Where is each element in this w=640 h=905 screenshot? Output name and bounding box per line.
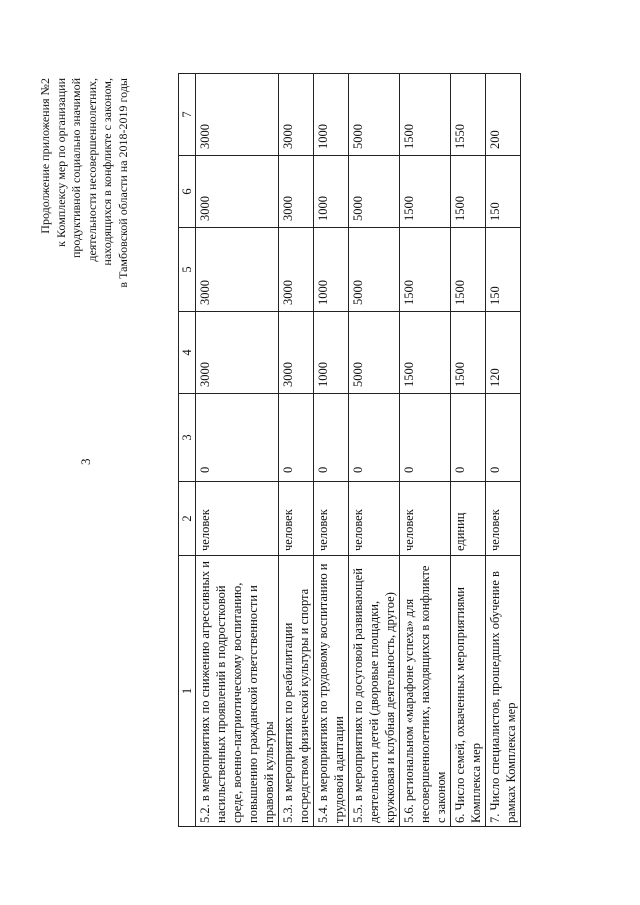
page-number: 3 bbox=[78, 458, 93, 465]
value-cell: 3000 bbox=[279, 312, 314, 394]
table-header-row bbox=[179, 74, 196, 827]
value-cell: 0 bbox=[486, 394, 521, 482]
column-header: 2 bbox=[179, 482, 196, 556]
table-row bbox=[349, 74, 400, 827]
value-cell: 150 bbox=[486, 156, 521, 228]
indicator-name: 5.5. в мероприятиях по досуговой развивающей деятельности детей (дворовые площадки, кружковая и клубная деятельность, другое) bbox=[349, 556, 400, 827]
indicators-table bbox=[178, 73, 521, 827]
table-row bbox=[314, 74, 349, 827]
value-cell: 3000 bbox=[279, 74, 314, 156]
value-cell: 0 bbox=[400, 394, 451, 482]
header-line: к Комплексу мер по организации bbox=[53, 78, 68, 247]
unit-cell: человек bbox=[486, 482, 521, 556]
value-cell: 1500 bbox=[451, 156, 486, 228]
value-cell: 5000 bbox=[349, 156, 400, 228]
table-row bbox=[279, 74, 314, 827]
value-cell: 0 bbox=[279, 394, 314, 482]
value-cell: 1000 bbox=[314, 156, 349, 228]
indicator-name: 7. Число специалистов, прошедших обучение в рамках Комплекса мер bbox=[486, 556, 521, 827]
unit-cell: человек bbox=[314, 482, 349, 556]
value-cell: 150 bbox=[486, 228, 521, 312]
appendix-header-note bbox=[38, 78, 131, 548]
value-cell: 3000 bbox=[279, 228, 314, 312]
unit-cell: человек bbox=[196, 482, 279, 556]
indicator-name: 6. Число семей, охваченных мероприятиями Комплекса мер bbox=[451, 556, 486, 827]
column-header: 3 bbox=[179, 394, 196, 482]
unit-cell: человек bbox=[400, 482, 451, 556]
column-header: 1 bbox=[179, 556, 196, 827]
value-cell: 1500 bbox=[400, 74, 451, 156]
column-header: 6 bbox=[179, 156, 196, 228]
indicator-name: 5.4. в мероприятиях по трудовому воспитанию и трудовой адаптации bbox=[314, 556, 349, 827]
value-cell: 1000 bbox=[314, 312, 349, 394]
value-cell: 5000 bbox=[349, 312, 400, 394]
header-line: в Тамбовской области на 2018-2019 годы bbox=[115, 78, 130, 288]
table-row bbox=[400, 74, 451, 827]
value-cell: 120 bbox=[486, 312, 521, 394]
value-cell: 5000 bbox=[349, 74, 400, 156]
indicator-name: 5.2. в мероприятиях по снижению агрессивных и насильственных проявлений в подростковой среде, военно-патриотическому воспитанию, повышению гражданской ответственности и правовой культуры bbox=[196, 556, 279, 827]
value-cell: 3000 bbox=[196, 156, 279, 228]
value-cell: 1000 bbox=[314, 74, 349, 156]
unit-cell: человек bbox=[279, 482, 314, 556]
value-cell: 0 bbox=[314, 394, 349, 482]
value-cell: 0 bbox=[349, 394, 400, 482]
table-row bbox=[486, 74, 521, 827]
value-cell: 0 bbox=[196, 394, 279, 482]
column-header: 4 bbox=[179, 312, 196, 394]
value-cell: 1000 bbox=[314, 228, 349, 312]
unit-cell: единиц bbox=[451, 482, 486, 556]
value-cell: 3000 bbox=[279, 156, 314, 228]
value-cell: 0 bbox=[451, 394, 486, 482]
value-cell: 3000 bbox=[196, 74, 279, 156]
column-header: 7 bbox=[179, 74, 196, 156]
value-cell: 1500 bbox=[400, 312, 451, 394]
value-cell: 1550 bbox=[451, 74, 486, 156]
indicator-name: 5.6. региональном «марафоне успеха» для несовершеннолетних, находящихся в конфликте с законом bbox=[400, 556, 451, 827]
value-cell: 200 bbox=[486, 74, 521, 156]
value-cell: 5000 bbox=[349, 228, 400, 312]
value-cell: 1500 bbox=[451, 312, 486, 394]
value-cell: 1500 bbox=[451, 228, 486, 312]
value-cell: 1500 bbox=[400, 156, 451, 228]
column-header: 5 bbox=[179, 228, 196, 312]
table-row bbox=[451, 74, 486, 827]
value-cell: 3000 bbox=[196, 228, 279, 312]
indicator-name: 5.3. в мероприятиях по реабилитации посредством физической культуры и спорта bbox=[279, 556, 314, 827]
table-row bbox=[196, 74, 279, 827]
value-cell: 3000 bbox=[196, 312, 279, 394]
header-line: деятельности несовершеннолетних, bbox=[84, 78, 99, 262]
header-line: продуктивной социально значимой bbox=[69, 78, 83, 258]
unit-cell: человек bbox=[349, 482, 400, 556]
header-line: Продолжение приложения №2 bbox=[38, 78, 52, 234]
header-line: находящихся в конфликте с законом, bbox=[100, 78, 114, 266]
value-cell: 1500 bbox=[400, 228, 451, 312]
